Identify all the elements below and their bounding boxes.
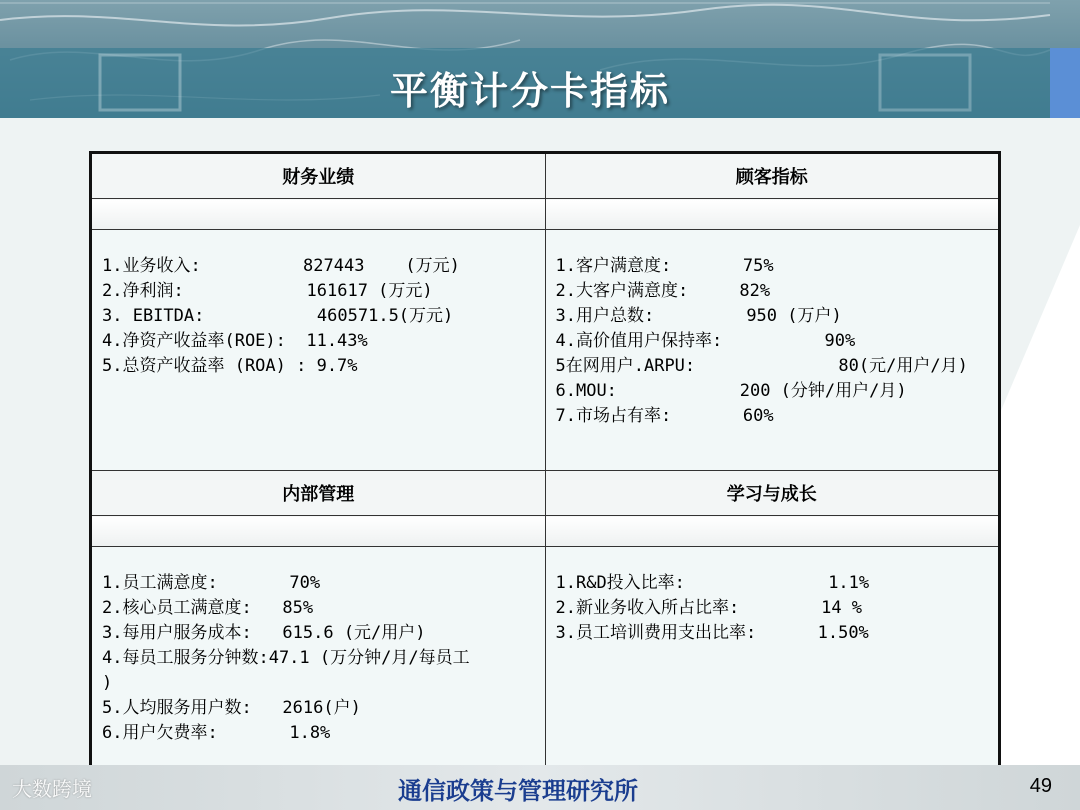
metric-line: 4.净资产收益率(ROE): 11.43%	[102, 331, 368, 351]
metric-line: 5.人均服务用户数: 2616(户)	[102, 698, 361, 718]
spacer-row	[545, 199, 1000, 230]
metric-line: 1.员工满意度: 70%	[102, 573, 321, 593]
metric-line: 3. EBITDA: 460571.5(万元)	[102, 306, 454, 326]
metric-line: 7.市场占有率: 60%	[555, 406, 774, 426]
quadrant-header-financial: 财务业绩	[91, 153, 546, 199]
quadrant-header-customer: 顾客指标	[545, 153, 1000, 199]
quadrant-body-customer	[545, 230, 1000, 471]
metric-line: 4.高价值用户保持率: 90%	[555, 331, 856, 351]
slide-title: 平衡计分卡指标	[389, 69, 670, 113]
metric-line: 5.总资产收益率 (ROA) : 9.7%	[102, 356, 358, 376]
spacer-row	[91, 516, 546, 547]
quadrant-body-internal	[91, 547, 546, 786]
quadrant-body-learning	[545, 547, 1000, 786]
spacer-row	[91, 199, 546, 230]
metric-line: 2.新业务收入所占比率: 14 %	[555, 598, 863, 618]
quadrant-header-learning: 学习与成长	[545, 471, 1000, 516]
metric-line: 1.客户满意度: 75%	[555, 256, 774, 276]
balanced-scorecard-table	[89, 151, 1001, 787]
spacer-row	[545, 516, 1000, 547]
metric-line: 2.净利润: 161617 (万元)	[102, 281, 433, 301]
page-number: 49	[1029, 775, 1052, 797]
watermark-logo: 大数跨境	[12, 777, 92, 801]
quadrant-header-internal: 内部管理	[91, 471, 546, 516]
metric-line: 5在网用户.ARPU: 80(元/用户/月)	[555, 356, 968, 376]
metric-line: 3.用户总数: 950 (万户)	[555, 306, 842, 326]
metric-line: )	[102, 673, 113, 693]
quadrant-body-financial	[91, 230, 546, 471]
metric-line: 1.业务收入: 827443 (万元)	[102, 256, 460, 276]
footer-title: 通信政策与管理研究所	[398, 777, 638, 805]
metric-line: 1.R&D投入比率: 1.1%	[555, 573, 870, 593]
metric-line: 2.大客户满意度: 82%	[555, 281, 771, 301]
metric-line: 3.员工培训费用支出比率: 1.50%	[555, 623, 869, 643]
metric-line: 6.用户欠费率: 1.8%	[102, 723, 331, 743]
metric-line: 3.每用户服务成本: 615.6 (元/用户)	[102, 623, 426, 643]
title-banner	[0, 0, 1080, 118]
metric-line: 6.MOU: 200 (分钟/用户/月)	[555, 381, 907, 401]
metric-line: 2.核心员工满意度: 85%	[102, 598, 314, 618]
slide-footer	[0, 765, 1080, 810]
metric-line: 4.每员工服务分钟数:47.1 (万分钟/月/每员工	[102, 648, 470, 668]
